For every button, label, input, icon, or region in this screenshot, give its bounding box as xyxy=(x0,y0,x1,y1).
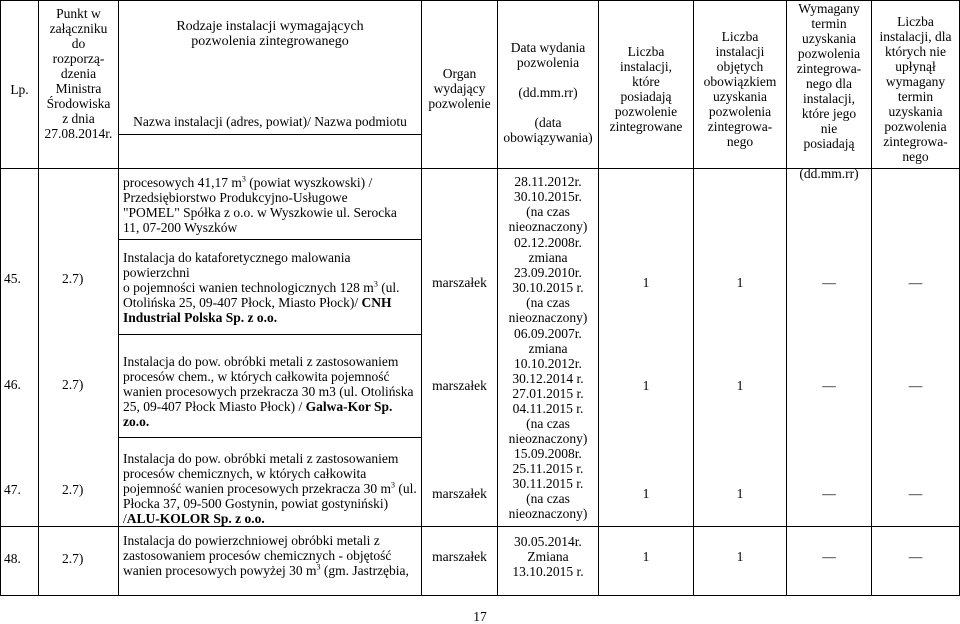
header-punkt: Punkt w załączniku do rozporzą- dzenia Ministra Środowiska z dnia 27.08.2014r. xyxy=(44,6,113,141)
row-dates: 15.09.2008r. 25.11.2015 r. 30.11.2015 r. (na czas nieoznaczony) xyxy=(508,446,588,521)
company-name: Galwa-Kor Sp. zo.o. xyxy=(123,399,393,429)
superscript: 3 xyxy=(316,562,321,572)
name-text: Instalacja do pow. obróbki metali z zastosowaniem procesów chemicznych, w których całkowita pojemność wanien procesowych przekracza 30 m xyxy=(123,451,399,496)
row-punkt: 2.7) xyxy=(62,271,84,286)
row-termin: — xyxy=(822,486,836,501)
name-text: Instalacja do kataforetycznego malowania powierzchni o pojemności wanien technologicznych 128 m xyxy=(123,250,374,295)
row-dates: 30.05.2014r. Zmiana 13.10.2015 r. xyxy=(512,534,584,579)
installation-name xyxy=(123,533,419,578)
page-number: 17 xyxy=(473,609,487,624)
row-count-objetych: 1 xyxy=(736,275,744,290)
header-liczba-posiadajace: Liczba instalacji, które posiadają pozwolenie zintegrowane xyxy=(609,44,683,134)
header-liczba-objetych: Liczba instalacji objętych obowiązkiem uzyskania pozwolenia zintegrowa- nego xyxy=(703,29,777,149)
row-dates: 06.09.2007r. zmiana 10.10.2012r. 30.12.2014 r. 27.01.2015 r. 04.11.2015 r. (na czas nieoznaczony) xyxy=(508,326,588,446)
header-organ: Organ wydający pozwolenie xyxy=(428,66,491,111)
row-count-posiadajace: 1 xyxy=(642,486,650,501)
row-termin: — xyxy=(822,378,836,393)
header-lp: Lp. xyxy=(10,82,29,97)
row-count-nieuplynal: — xyxy=(908,275,923,290)
name-text: (ul. Płocka 37, 09-500 Gostynin, powiat gostyniński) / xyxy=(123,481,417,526)
row-count-nieuplynal: — xyxy=(908,486,923,501)
header-rodzaje: Rodzaje instalacji wymagających pozwolenia zintegrowanego xyxy=(176,19,364,49)
row-organ: marszałek xyxy=(432,549,487,564)
row-organ: marszałek xyxy=(432,275,487,290)
row-count-nieuplynal: — xyxy=(908,378,923,393)
name-text: procesowych 41,17 m xyxy=(123,175,242,190)
header-data: Data wydania pozwolenia (dd.mm.rr) (data obowiązywania) xyxy=(503,40,593,145)
header-liczba-nieuplynal: Liczba instalacji, dla których nie upłynął wymagany termin uzyskania pozwolenia zintegrowa- nego xyxy=(879,14,952,164)
name-text: Instalacja do powierzchniowej obróbki metali z zastosowaniem procesów chemicznych - objętość wanien procesowych powyżej 30 m xyxy=(123,533,392,578)
row-punkt: 2.7) xyxy=(62,377,84,392)
grid-line xyxy=(118,334,421,335)
row-punkt: 2.7) xyxy=(62,551,84,566)
header-nazwa: Nazwa instalacji (adres, powiat)/ Nazwa podmiotu xyxy=(133,114,407,129)
row-organ: marszałek xyxy=(432,486,487,501)
row-lp: 45. xyxy=(4,271,21,286)
row-termin: — xyxy=(822,275,836,290)
company-name: CNH Industrial Polska Sp. z o.o. xyxy=(123,295,392,325)
grid-line xyxy=(118,437,421,438)
row-count-objetych: 1 xyxy=(736,378,744,393)
row-count-objetych: 1 xyxy=(736,486,744,501)
installation-name xyxy=(123,354,419,429)
grid-line xyxy=(118,0,119,596)
name-text: (gm. Jastrzębia, xyxy=(320,563,409,578)
name-text: (ul. Otolińska 25, 09-407 Płock, Miasto Płock)/ xyxy=(123,280,400,310)
row-punkt: 2.7) xyxy=(62,482,84,497)
row-lp: 47. xyxy=(4,482,21,497)
grid-line xyxy=(118,134,421,135)
row-count-nieuplynal: — xyxy=(908,549,923,564)
name-text: Instalacja do pow. obróbki metali z zastosowaniem procesów chem., w których całkowita pojemność wanien procesowych przekracza 30 m3 (ul. Otolińska 25, 09-407 Płock Miasto Płock) / xyxy=(123,354,414,414)
installation-name xyxy=(123,250,419,325)
row-termin: — xyxy=(822,549,836,564)
company-name: ALU-KOLOR Sp. z o.o. xyxy=(126,511,265,526)
row-count-posiadajace: 1 xyxy=(642,378,650,393)
name-text: (powiat wyszkowski) / Przedsiębiorstwo Produkcyjno-Usługowe "POMEL" Spółka z o.o. w Wyszkowie ul. Serocka 11, 07-200 Wyszków xyxy=(123,175,397,235)
row-count-posiadajace: 1 xyxy=(642,275,650,290)
grid-line xyxy=(0,595,960,596)
installation-name xyxy=(123,451,419,526)
installation-name xyxy=(123,175,419,235)
row-lp: 46. xyxy=(4,377,21,392)
superscript: 3 xyxy=(391,480,396,490)
superscript: 3 xyxy=(241,174,246,184)
grid-line xyxy=(118,239,421,240)
row-organ: marszałek xyxy=(432,378,487,393)
row-dates: 02.12.2008r. zmiana 23.09.2010r. 30.10.2015 r. (na czas nieoznaczony) xyxy=(508,235,588,325)
row-count-posiadajace: 1 xyxy=(642,549,650,564)
header-termin: Wymagany termin uzyskania pozwolenia zintegrowa- nego dla instalacji, które jego nie posiadają (dd.mm.rr) xyxy=(796,1,862,181)
superscript: 3 xyxy=(373,279,378,289)
grid-line xyxy=(0,526,960,527)
row-lp: 48. xyxy=(4,551,21,566)
row-count-objetych: 1 xyxy=(736,549,744,564)
row-dates: 28.11.2012r. 30.10.2015r. (na czas nieoznaczony) xyxy=(508,174,588,234)
